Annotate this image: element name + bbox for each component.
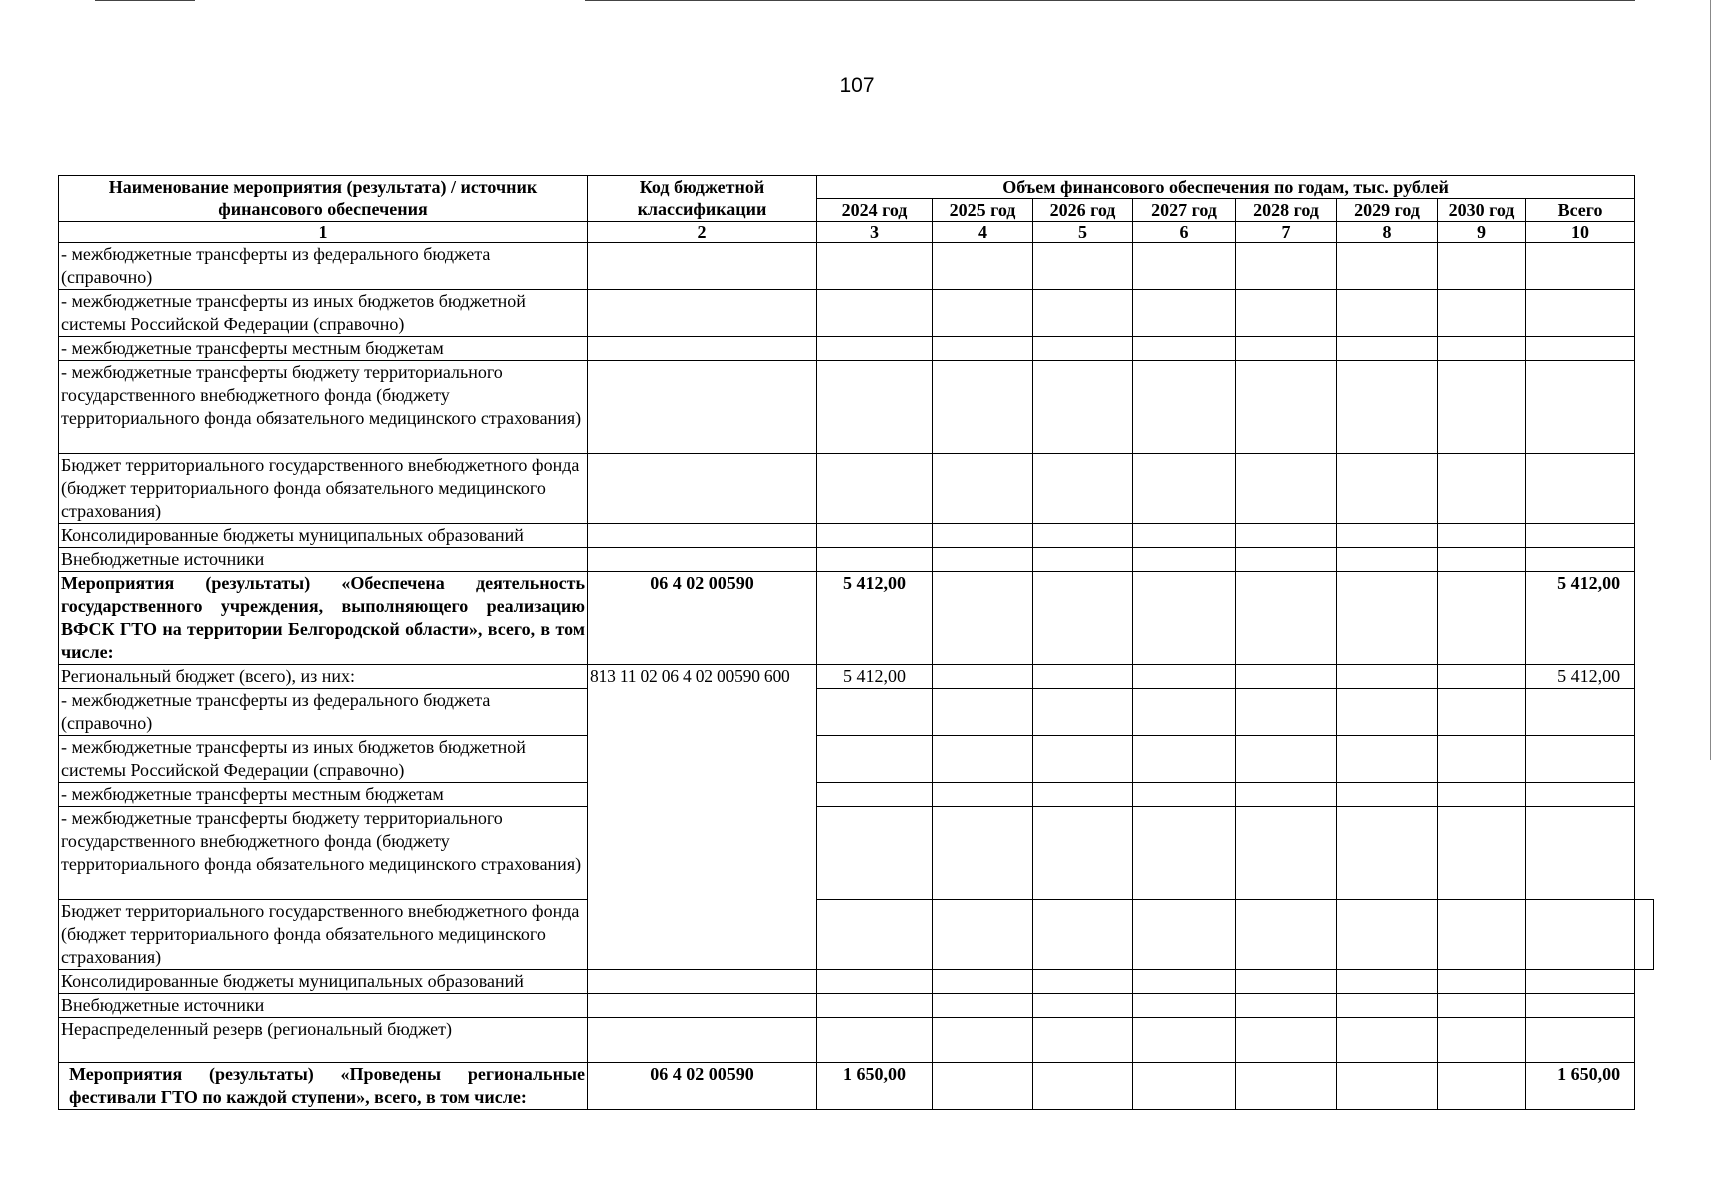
cell-2028 bbox=[1236, 548, 1337, 572]
cell-2029 bbox=[1337, 1018, 1438, 1063]
cell-2030 bbox=[1438, 361, 1526, 454]
cell-total bbox=[1526, 337, 1635, 361]
cell-2026 bbox=[1033, 524, 1133, 548]
cell-2027 bbox=[1133, 689, 1236, 736]
cell-total: 5 412,00 bbox=[1526, 572, 1635, 665]
cell-2029 bbox=[1438, 900, 1526, 970]
table-row bbox=[59, 807, 1654, 900]
financing-table bbox=[58, 175, 1654, 1110]
column-number: 3 bbox=[817, 222, 933, 243]
row-name: Консолидированные бюджеты муниципальных образований bbox=[59, 524, 588, 548]
cell-2030 bbox=[1438, 1018, 1526, 1063]
cell-2027 bbox=[1133, 1063, 1236, 1110]
cell-2025 bbox=[933, 290, 1033, 337]
cell-2026 bbox=[1033, 689, 1133, 736]
table-row bbox=[59, 665, 1654, 689]
cell-2026 bbox=[1033, 361, 1133, 454]
cell-2027 bbox=[1133, 361, 1236, 454]
cell-2024 bbox=[817, 970, 933, 994]
row-code bbox=[588, 337, 817, 361]
cell-total bbox=[1526, 736, 1635, 783]
header-name: Наименование мероприятия (результата) / источник финансового обеспечения bbox=[59, 176, 588, 222]
cell-2027 bbox=[1133, 572, 1236, 665]
cell-total bbox=[1526, 1018, 1635, 1063]
cell-2025 bbox=[933, 454, 1033, 524]
cell-2029 bbox=[1337, 454, 1438, 524]
row-name: - межбюджетные трансферты из федерального бюджета (справочно) bbox=[59, 689, 588, 736]
cell-2024 bbox=[817, 994, 933, 1018]
header-year: 2025 год bbox=[933, 199, 1033, 222]
cell-2026 bbox=[1033, 548, 1133, 572]
row-code: 06 4 02 00590 bbox=[588, 1063, 817, 1110]
cell-2028 bbox=[1236, 807, 1337, 900]
cell-total: 1 650,00 bbox=[1526, 1063, 1635, 1110]
cell-2030 bbox=[1438, 290, 1526, 337]
cell-2030 bbox=[1438, 689, 1526, 736]
cell-2024 bbox=[933, 900, 1033, 970]
column-number: 2 bbox=[588, 222, 817, 243]
cell-2025 bbox=[1033, 900, 1133, 970]
row-name: - межбюджетные трансферты из иных бюджетов бюджетной системы Российской Федерации (справочно) bbox=[59, 736, 588, 783]
cell-2025 bbox=[933, 689, 1033, 736]
row-name: - межбюджетные трансферты бюджету территориального государственного внебюджетного фонда (бюджету территориального фонда обязательного медицинского страхования) bbox=[59, 361, 588, 454]
cell-2029 bbox=[1337, 783, 1438, 807]
table-row bbox=[59, 454, 1654, 524]
cell-2028 bbox=[1236, 1018, 1337, 1063]
table-row bbox=[59, 1018, 1654, 1063]
cell-2026 bbox=[1033, 994, 1133, 1018]
cell-total bbox=[1526, 548, 1635, 572]
cell-2028 bbox=[1236, 290, 1337, 337]
cell-2028 bbox=[1236, 665, 1337, 689]
header-row bbox=[59, 176, 1654, 199]
cell-2025 bbox=[933, 807, 1033, 900]
cell-2028 bbox=[1236, 361, 1337, 454]
cell-2030 bbox=[1438, 524, 1526, 548]
cell-2027 bbox=[1133, 290, 1236, 337]
row-name: Нераспределенный резерв (региональный бюджет) bbox=[59, 1018, 588, 1063]
scan-edge-line bbox=[95, 0, 195, 1]
table-row bbox=[59, 900, 1654, 970]
cell-2030 bbox=[1438, 572, 1526, 665]
cell-total bbox=[1526, 970, 1635, 994]
cell-2025 bbox=[933, 1063, 1033, 1110]
header-year: 2029 год bbox=[1337, 199, 1438, 222]
header-year: 2030 год bbox=[1438, 199, 1526, 222]
cell-2026 bbox=[1033, 1063, 1133, 1110]
cell-2028 bbox=[1236, 524, 1337, 548]
cell-2030 bbox=[1438, 807, 1526, 900]
cell-2027 bbox=[1133, 783, 1236, 807]
row-name: Внебюджетные источники bbox=[59, 548, 588, 572]
cell-2027 bbox=[1133, 454, 1236, 524]
table-row bbox=[59, 361, 1654, 454]
cell-2024 bbox=[817, 454, 933, 524]
cell-2024 bbox=[817, 1018, 933, 1063]
column-number: 7 bbox=[1236, 222, 1337, 243]
column-number: 9 bbox=[1438, 222, 1526, 243]
cell-2029 bbox=[1337, 337, 1438, 361]
cell-2027 bbox=[1133, 337, 1236, 361]
cell-2027 bbox=[1133, 807, 1236, 900]
cell-2027 bbox=[1133, 970, 1236, 994]
table-row bbox=[59, 689, 1654, 736]
cell-2025 bbox=[933, 783, 1033, 807]
cell-2024 bbox=[817, 807, 933, 900]
cell-total bbox=[1526, 524, 1635, 548]
cell-total bbox=[1526, 689, 1635, 736]
table-row bbox=[59, 783, 1654, 807]
column-number: 5 bbox=[1033, 222, 1133, 243]
cell-2029 bbox=[1337, 736, 1438, 783]
cell-2028 bbox=[1236, 970, 1337, 994]
cell-2029 bbox=[1337, 1063, 1438, 1110]
cell-2028 bbox=[1236, 454, 1337, 524]
header-year: 2024 год bbox=[817, 199, 933, 222]
cell-2026 bbox=[1033, 290, 1133, 337]
header-year: 2027 год bbox=[1133, 199, 1236, 222]
cell-2025 bbox=[933, 243, 1033, 290]
cell-2024 bbox=[817, 783, 933, 807]
cell-total bbox=[1526, 361, 1635, 454]
row-code bbox=[588, 970, 817, 994]
table-row bbox=[59, 337, 1654, 361]
column-number: 1 bbox=[59, 222, 588, 243]
cell-total bbox=[1526, 994, 1635, 1018]
cell-total bbox=[1526, 807, 1635, 900]
header-volume: Объем финансового обеспечения по годам, тыс. рублей bbox=[817, 176, 1635, 199]
cell-2030 bbox=[1438, 337, 1526, 361]
page-number: 107 bbox=[839, 74, 875, 97]
cell-total: 5 412,00 bbox=[1526, 665, 1635, 689]
cell-2030 bbox=[1438, 970, 1526, 994]
cell-total bbox=[1526, 783, 1635, 807]
cell-2029 bbox=[1337, 970, 1438, 994]
cell-2029 bbox=[1337, 807, 1438, 900]
cell-total bbox=[1526, 290, 1635, 337]
scan-edge-line bbox=[1710, 0, 1711, 760]
cell-2030 bbox=[1438, 243, 1526, 290]
cell-2028 bbox=[1337, 900, 1438, 970]
cell-2024 bbox=[817, 689, 933, 736]
cell-total bbox=[1526, 454, 1635, 524]
cell-2030 bbox=[1438, 994, 1526, 1018]
table-row bbox=[59, 970, 1654, 994]
cell-2027 bbox=[1133, 524, 1236, 548]
cell-2025 bbox=[933, 970, 1033, 994]
row-code bbox=[588, 524, 817, 548]
cell-2029 bbox=[1337, 290, 1438, 337]
table-row-activity bbox=[59, 1063, 1654, 1110]
cell-2025 bbox=[933, 337, 1033, 361]
column-number: 10 bbox=[1526, 222, 1635, 243]
cell-2024 bbox=[817, 361, 933, 454]
cell-total bbox=[1635, 900, 1654, 970]
cell-2026 bbox=[1133, 900, 1236, 970]
cell-2030 bbox=[1526, 900, 1635, 970]
cell-2025 bbox=[933, 736, 1033, 783]
row-name: Региональный бюджет (всего), из них: bbox=[59, 665, 588, 689]
header-year: 2026 год bbox=[1033, 199, 1133, 222]
cell-2026 bbox=[1033, 337, 1133, 361]
row-name: Мероприятия (результаты) «Проведены региональные фестивали ГТО по каждой ступени», всего, в том числе: bbox=[59, 1063, 588, 1110]
row-name: Мероприятия (результаты) «Обеспечена деятельность государственного учреждения, выполняющего реализацию ВФСК ГТО на территории Белгородской области», всего, в том числе: bbox=[59, 572, 588, 665]
cell-2024 bbox=[817, 243, 933, 290]
cell-2026 bbox=[1033, 970, 1133, 994]
cell-2027 bbox=[1236, 900, 1337, 970]
cell-2027 bbox=[1133, 548, 1236, 572]
row-name: - межбюджетные трансферты из федерального бюджета (справочно) bbox=[59, 243, 588, 290]
table-row bbox=[59, 290, 1654, 337]
row-name: Бюджет территориального государственного внебюджетного фонда (бюджет территориального фонда обязательного медицинского страхования) bbox=[59, 454, 588, 524]
cell-2030 bbox=[1438, 1063, 1526, 1110]
cell-2024 bbox=[817, 548, 933, 572]
cell-2026 bbox=[1033, 807, 1133, 900]
cell-2025 bbox=[933, 361, 1033, 454]
cell-2024 bbox=[817, 524, 933, 548]
cell-2028 bbox=[1236, 736, 1337, 783]
cell-2028 bbox=[1236, 337, 1337, 361]
cell-2026 bbox=[1033, 783, 1133, 807]
column-number: 6 bbox=[1133, 222, 1236, 243]
cell-2024: 1 650,00 bbox=[817, 1063, 933, 1110]
cell-2029 bbox=[1337, 524, 1438, 548]
cell-2024 bbox=[817, 337, 933, 361]
cell-2027 bbox=[1133, 1018, 1236, 1063]
cell-2025 bbox=[933, 524, 1033, 548]
cell-2028 bbox=[1236, 243, 1337, 290]
row-name: - межбюджетные трансферты местным бюджетам bbox=[59, 783, 588, 807]
table-row bbox=[59, 243, 1654, 290]
cell-2024 bbox=[817, 290, 933, 337]
cell-2025 bbox=[933, 994, 1033, 1018]
row-code bbox=[588, 290, 817, 337]
cell-2028 bbox=[1236, 572, 1337, 665]
row-name: - межбюджетные трансферты местным бюджетам bbox=[59, 337, 588, 361]
row-code bbox=[588, 361, 817, 454]
cell-2028 bbox=[1236, 783, 1337, 807]
cell-2027 bbox=[1133, 994, 1236, 1018]
cell-2029 bbox=[1337, 689, 1438, 736]
row-code bbox=[588, 243, 817, 290]
table-row-activity bbox=[59, 572, 1654, 665]
cell-2025 bbox=[933, 1018, 1033, 1063]
cell-2029 bbox=[1337, 994, 1438, 1018]
header-total: Всего bbox=[1526, 199, 1635, 222]
table-row bbox=[59, 994, 1654, 1018]
scan-edge-line bbox=[585, 0, 1635, 1]
table-row bbox=[59, 548, 1654, 572]
row-code: 06 4 02 00590 bbox=[588, 572, 817, 665]
column-number: 4 bbox=[933, 222, 1033, 243]
cell-2030 bbox=[1438, 548, 1526, 572]
cell-2026 bbox=[1033, 572, 1133, 665]
column-number: 8 bbox=[1337, 222, 1438, 243]
row-name: Консолидированные бюджеты муниципальных образований bbox=[59, 970, 588, 994]
table-row bbox=[59, 736, 1654, 783]
cell-2027 bbox=[1133, 736, 1236, 783]
row-name: - межбюджетные трансферты из иных бюджетов бюджетной системы Российской Федерации (справочно) bbox=[59, 290, 588, 337]
cell-2027 bbox=[1133, 665, 1236, 689]
row-code bbox=[588, 1018, 817, 1063]
cell-2029 bbox=[1337, 665, 1438, 689]
row-code: 813 11 02 06 4 02 00590 600 bbox=[588, 665, 817, 970]
row-code bbox=[588, 454, 817, 524]
cell-2030 bbox=[1438, 665, 1526, 689]
cell-total bbox=[1526, 243, 1635, 290]
cell-2029 bbox=[1337, 572, 1438, 665]
cell-2024: 5 412,00 bbox=[817, 572, 933, 665]
row-code bbox=[817, 900, 933, 970]
row-name: - межбюджетные трансферты бюджету территориального государственного внебюджетного фонда (бюджету территориального фонда обязательного медицинского страхования) bbox=[59, 807, 588, 900]
table-row bbox=[59, 524, 1654, 548]
cell-2029 bbox=[1337, 548, 1438, 572]
cell-2030 bbox=[1438, 736, 1526, 783]
cell-2026 bbox=[1033, 243, 1133, 290]
column-number-row bbox=[59, 222, 1654, 243]
cell-2026 bbox=[1033, 1018, 1133, 1063]
cell-2025 bbox=[933, 665, 1033, 689]
cell-2025 bbox=[933, 548, 1033, 572]
cell-2024: 5 412,00 bbox=[817, 665, 933, 689]
row-code bbox=[588, 994, 817, 1018]
cell-2026 bbox=[1033, 665, 1133, 689]
cell-2026 bbox=[1033, 736, 1133, 783]
row-name: Внебюджетные источники bbox=[59, 994, 588, 1018]
cell-2024 bbox=[817, 736, 933, 783]
header-code: Код бюджетной классификации bbox=[588, 176, 817, 222]
cell-2025 bbox=[933, 572, 1033, 665]
header-year: 2028 год bbox=[1236, 199, 1337, 222]
cell-2030 bbox=[1438, 783, 1526, 807]
cell-2029 bbox=[1337, 361, 1438, 454]
cell-2028 bbox=[1236, 994, 1337, 1018]
cell-2028 bbox=[1236, 689, 1337, 736]
cell-2030 bbox=[1438, 454, 1526, 524]
row-code bbox=[588, 548, 817, 572]
cell-2029 bbox=[1337, 243, 1438, 290]
row-name: Бюджет территориального государственного внебюджетного фонда (бюджет территориального фонда обязательного медицинского страхования) bbox=[59, 900, 588, 970]
cell-2027 bbox=[1133, 243, 1236, 290]
cell-2026 bbox=[1033, 454, 1133, 524]
cell-2028 bbox=[1236, 1063, 1337, 1110]
